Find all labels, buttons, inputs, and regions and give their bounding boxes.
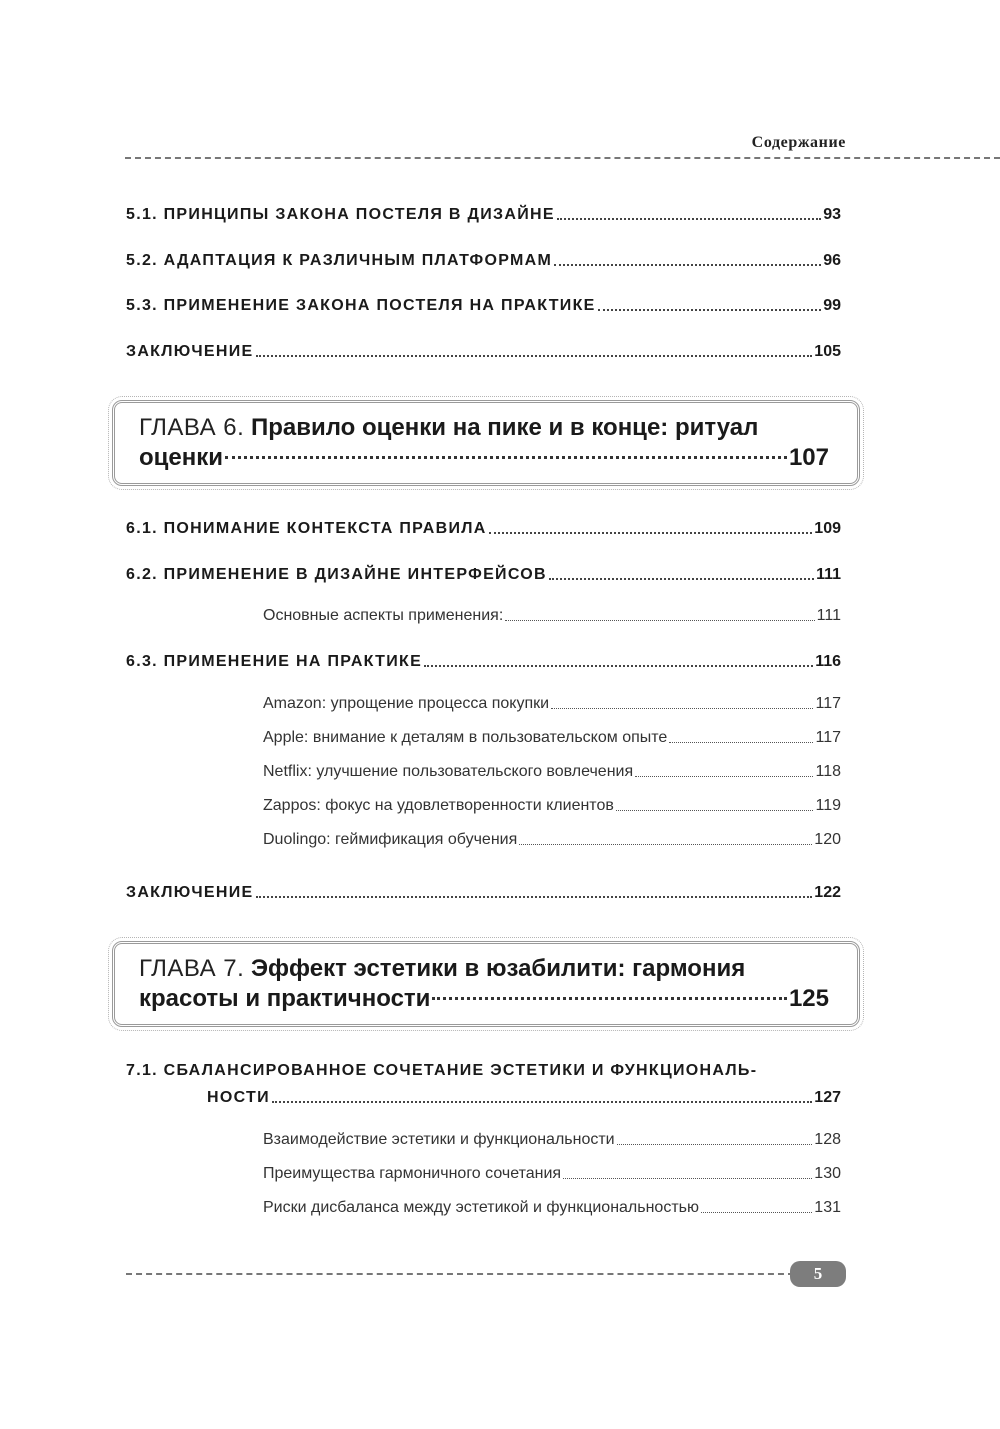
toc-subentry-page: 118	[815, 763, 841, 780]
toc-subentry-page: 131	[814, 1199, 841, 1216]
toc-entry-7-1-line1[interactable]	[126, 1062, 841, 1080]
toc-entry-title: 5.3. ПРИМЕНЕНИЕ ЗАКОНА ПОСТЕЛЯ НА ПРАКТИКЕ	[126, 297, 596, 314]
toc-subentry[interactable]	[263, 763, 841, 781]
toc-entry-page: 93	[823, 206, 841, 223]
dot-leader	[701, 1212, 812, 1213]
toc-subentry[interactable]	[263, 1165, 841, 1183]
toc-subentry-page: 130	[814, 1165, 841, 1182]
toc-entry-5-3[interactable]	[126, 297, 841, 315]
toc-subentry-page: 111	[816, 607, 841, 624]
dot-leader	[554, 264, 821, 266]
dot-leader	[557, 218, 821, 220]
toc-entry-title: 6.1. ПОНИМАНИЕ КОНТЕКСТА ПРАВИЛА	[126, 520, 487, 537]
chapter-label: ГЛАВА 6.	[139, 414, 245, 441]
toc-entry-conclusion-6[interactable]	[126, 884, 841, 902]
toc-entry-conclusion-5[interactable]	[126, 343, 841, 361]
toc-subentry-title: Apple: внимание к деталям в пользовательском опыте	[263, 729, 668, 746]
toc-subentry-page: 120	[814, 831, 841, 848]
dot-leader	[272, 1101, 812, 1103]
chapter-6-box[interactable]	[112, 400, 860, 486]
toc-entry-title: ЗАКЛЮЧЕНИЕ	[126, 343, 254, 360]
toc-entry-page: 111	[816, 566, 841, 583]
toc-entry-title: ЗАКЛЮЧЕНИЕ	[126, 884, 254, 901]
chapter-title-line2: оценки	[139, 444, 224, 471]
toc-entry-title: 6.2. ПРИМЕНЕНИЕ В ДИЗАЙНЕ ИНТЕРФЕЙСОВ	[126, 566, 547, 583]
dot-leader	[256, 896, 813, 898]
toc-entry-page: 122	[814, 884, 841, 901]
chapter-page: 107	[788, 444, 829, 471]
toc-entry-page: 99	[823, 297, 841, 314]
toc-entry-page: 116	[815, 653, 841, 670]
dot-leader	[551, 708, 813, 709]
toc-subentry-title: Взаимодействие эстетики и функциональности	[263, 1131, 615, 1148]
toc-entry-6-2[interactable]	[126, 566, 841, 584]
toc-entry-page: 96	[823, 252, 841, 269]
chapter-7-box[interactable]	[112, 941, 860, 1027]
dot-leader	[563, 1178, 812, 1179]
chapter-title-line1: Правило оценки на пике и в конце: ритуал	[250, 414, 759, 441]
dot-leader	[598, 309, 822, 311]
toc-subentry[interactable]	[263, 729, 841, 747]
toc-entry-page: 109	[814, 520, 841, 537]
toc-subentry-title: Amazon: упрощение процесса покупки	[263, 695, 550, 712]
toc-entry-page: 127	[814, 1089, 841, 1106]
dot-leader	[669, 742, 813, 743]
chapter-title-line2: красоты и практичности	[139, 985, 431, 1012]
toc-subentry-title: Преимущества гармоничного сочетания	[263, 1165, 562, 1182]
toc-subentry-title: Netflix: улучшение пользовательского вовлечения	[263, 763, 634, 780]
toc-subentry[interactable]	[263, 1131, 841, 1149]
toc-subentry-page: 128	[814, 1131, 841, 1148]
toc-subentry-title: Zappos: фокус на удовлетворенности клиентов	[263, 797, 614, 814]
running-header: Содержание	[751, 134, 846, 151]
toc-subentry-page: 117	[815, 729, 841, 746]
footer-divider	[126, 1273, 794, 1275]
toc-entry-title: 7.1. СБАЛАНСИРОВАННОЕ СОЧЕТАНИЕ ЭСТЕТИКИ И ФУНКЦИОНАЛЬ-	[126, 1062, 758, 1079]
toc-subentry-title: Основные аспекты применения:	[263, 607, 504, 624]
dot-leader	[256, 355, 813, 357]
toc-subentry[interactable]	[263, 797, 841, 815]
dot-leader	[505, 620, 814, 621]
toc-subentry-page: 117	[815, 695, 841, 712]
toc-entry-7-1-line2[interactable]	[207, 1089, 841, 1107]
chapter-page: 125	[788, 985, 829, 1012]
toc-entry-title: НОСТИ	[207, 1089, 270, 1106]
dot-leader	[519, 844, 812, 845]
dot-leader	[617, 1144, 813, 1145]
toc-entry-title: 5.2. АДАПТАЦИЯ К РАЗЛИЧНЫМ ПЛАТФОРМАМ	[126, 252, 553, 269]
toc-subentry[interactable]	[263, 607, 841, 625]
toc-entry-5-2[interactable]	[126, 252, 841, 270]
toc-subentry-title: Duolingo: геймификация обучения	[263, 831, 518, 848]
toc-subentry[interactable]	[263, 695, 841, 713]
header-divider	[125, 157, 1000, 159]
dot-leader	[225, 456, 787, 459]
dot-leader	[489, 532, 813, 534]
toc-entry-title: 6.3. ПРИМЕНЕНИЕ НА ПРАКТИКЕ	[126, 653, 423, 670]
toc-entry-6-3[interactable]	[126, 653, 841, 671]
toc-entry-5-1[interactable]	[126, 206, 841, 224]
toc-entry-title: 5.1. ПРИНЦИПЫ ЗАКОНА ПОСТЕЛЯ В ДИЗАЙНЕ	[126, 206, 555, 223]
dot-leader	[616, 810, 814, 811]
toc-entry-page: 105	[814, 343, 841, 360]
chapter-label: ГЛАВА 7.	[139, 955, 245, 982]
dot-leader	[424, 665, 813, 667]
toc-subentry[interactable]	[263, 1199, 841, 1217]
dot-leader	[549, 578, 814, 580]
chapter-title-line1: Эффект эстетики в юзабилити: гармония	[250, 955, 746, 982]
toc-subentry-page: 119	[815, 797, 841, 814]
dot-leader	[635, 776, 813, 777]
page-number-badge: 5	[790, 1261, 846, 1287]
toc-entry-6-1[interactable]	[126, 520, 841, 538]
toc-subentry[interactable]	[263, 831, 841, 849]
dot-leader	[432, 997, 787, 1000]
toc-subentry-title: Риски дисбаланса между эстетикой и функциональностью	[263, 1199, 699, 1216]
